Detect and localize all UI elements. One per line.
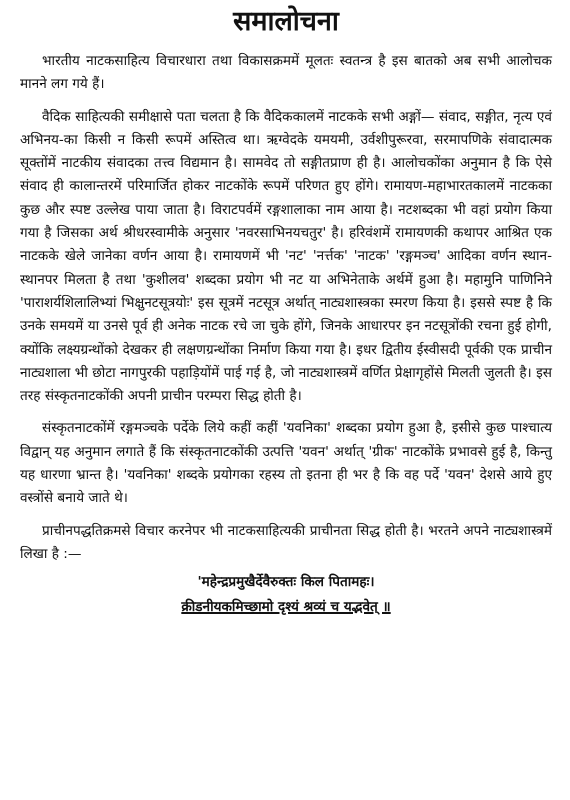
- page-title: समालोचना: [233, 6, 339, 37]
- paragraph-vedic: वैदिक साहित्यकी समीक्षासे पता चलता है कि वैदिककालमें नाटकके सभी अङ्गों— संवाद, सङ्गीत, नृत्य एवं अभिनय-का किसी न किसी रूपमें अस्तित्व था। ऋग्वेदके यमयमी, उर्वशीपुरूरवा, सरमापणिके संवादात्मक सूक्तोंमें नाटकीय संवादका तत्त्व विद्यमान है। सामवेद तो सङ्गीतप्राण ही है। आलोचकोंका अनुमान है कि ऐसे संवाद ही कालान्तरमें परिमार्जित होकर नाटकोंके रूपमें परिणत हुए होंगे। रामायण-महाभारतकालमें नाटकका कुछ और स्पष्ट उल्लेख पाया जाता है। विराटपर्वमें रङ्गशालाका नाम आया है। नटशब्दका भी वहां प्रयोग किया गया है जिसका अर्थ श्रीधरस्वामीके अनुसार 'नवरसाभिनयचतुर' है। हरिवंशमें रामायणकी कथापर आश्रित एक नाटकके खेले जानेका वर्णन आया है। रामायणमें भी 'नट' 'नर्त्तक' 'नाटक' 'रङ्गमञ्च' आदिका वर्णन स्थान-स्थानपर मिलता है तथा 'कुशीलव' शब्दका प्रयोग भी नट या अभिनेताके अर्थमें हुआ है। महामुनि पाणिनिने 'पाराशर्यशिलालिभ्यां भिक्षुनटसूत्रयोः' इस सूत्रमें नटसूत्र अर्थात् नाट्यशास्त्रका स्मरण किया है। इससे स्पष्ट है कि उनके समयमें या उनसे पूर्व ही अनेक नाटक रचे जा चुके होंगे, जिनके आधारपर इन नटसूत्रोंकी रचना हुई होगी, क्योंकि लक्ष्यग्रन्थोंको देखकर ही लक्षणग्रन्थोंका निर्माण किया गया है। इधर द्वितीय ईस्वीसदी पूर्वकी एक प्राचीन नाट्यशाला भी छोटा नागपुरकी पहाड़ियोंमें पाई गई है, जो नाट्यशास्त्रमें वर्णित प्रेक्षागृहोंसे मिलती जुलती है। इस तरह संस्कृतनाटकोंकी अपनी प्राचीन परम्परा सिद्ध होती है।: [20, 108, 552, 405]
- verse-line-1: 'महेन्द्रप्रमुखैर्देवैरुक्तः किल पितामहः।: [197, 574, 375, 591]
- paragraph-intro: भारतीय नाटकसाहित्य विचारधारा तथा विकासक्रममें मूलतः स्वतन्त्र है इस बातको अब सभी आलोचक मानने लग गये हैं।: [20, 53, 552, 93]
- verse-quote: [20, 570, 552, 620]
- verse-line-2: क्रीडनीयकमिच्छामो दृश्यं श्रव्यं च यद्भवेत् ॥: [181, 599, 391, 616]
- paragraph-yavanika: संस्कृतनाटकोंमें रङ्गमञ्चके पर्देके लिये कहीं कहीं 'यवनिका' शब्दका प्रयोग हुआ है, इसीसे कुछ पाश्चात्य विद्वान् यह अनुमान लगाते हैं कि संस्कृतनाटकोंकी उत्पत्ति 'यवन' अर्थात् 'ग्रीक' नाटकोंके प्रभावसे हुई है, किन्तु यह धारणा भ्रान्त है। 'यवनिका' शब्दके प्रयोगका रहस्य तो इतना ही भर है कि वह पर्दे 'यवन' देशसे आये हुए वस्त्रोंसे बनाये जाते थे।: [20, 420, 552, 507]
- paragraph-bharata: प्राचीनपद्धतिक्रमसे विचार करनेपर भी नाटकसाहित्यकी प्राचीनता सिद्ध होती है। भरतने अपने नाट्यशास्त्रमें लिखा है :—: [20, 522, 552, 562]
